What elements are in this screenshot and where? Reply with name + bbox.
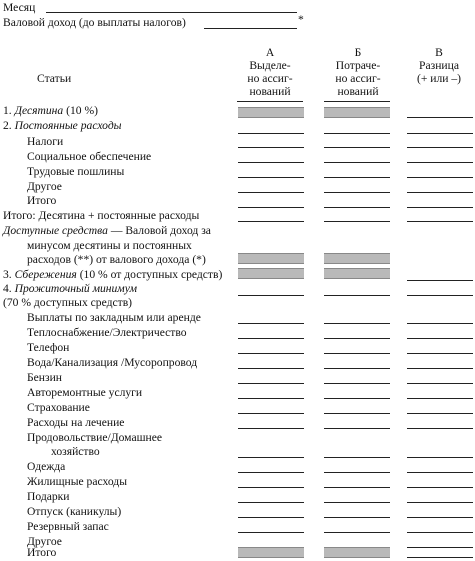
cell-b-taxes[interactable]: [324, 147, 390, 148]
column-a-line2: но ассиг-: [247, 72, 293, 85]
cell-c-medical[interactable]: [407, 428, 473, 429]
cell-c-heating[interactable]: [407, 338, 473, 339]
cell-b-other[interactable]: [324, 192, 390, 193]
cell-b-living[interactable]: [324, 295, 390, 296]
cell-a-union[interactable]: [238, 177, 304, 178]
cell-a-heating[interactable]: [238, 338, 304, 339]
row-living-label: Прожиточный минимум: [14, 282, 137, 295]
cell-a-insurance[interactable]: [238, 413, 304, 414]
row-tithe: [3, 104, 98, 118]
row-savings-label: Сбережения: [14, 268, 77, 281]
cell-a-total[interactable]: [238, 207, 304, 208]
cell-b-water[interactable]: [324, 368, 390, 369]
cell-b-social[interactable]: [324, 162, 390, 163]
cell-a-car[interactable]: [238, 398, 304, 399]
cell-a-living[interactable]: [238, 295, 304, 296]
cell-b-tithe: [324, 107, 390, 118]
row-available-text3: расходов (**) от валового дохода (*): [27, 253, 206, 266]
cell-a-reserve[interactable]: [238, 532, 304, 533]
cell-b-clothing[interactable]: [324, 472, 390, 473]
gross-income-label: Валовой доход (до выплаты налогов): [3, 16, 186, 29]
cell-b-reserve[interactable]: [324, 532, 390, 533]
row-savings-num: 3.: [3, 268, 12, 281]
row-available-text1: — Валовой доход за: [107, 224, 211, 237]
row-taxes: Налоги: [27, 135, 64, 148]
cell-c-total-tf[interactable]: [407, 221, 473, 222]
row-housing: Жилищные расходы: [27, 475, 127, 488]
cell-c-savings[interactable]: [407, 280, 473, 281]
column-b-line2: но ассиг-: [335, 72, 381, 85]
row-water: Вода/Канализация /Мусоропровод: [27, 356, 198, 369]
cell-a-total4: [238, 547, 304, 558]
cell-a-phone[interactable]: [238, 353, 304, 354]
cell-a-medical[interactable]: [238, 428, 304, 429]
row-living-other: Другое: [27, 535, 62, 548]
cell-c-food[interactable]: [407, 457, 473, 458]
row-living-num: 4.: [3, 282, 12, 295]
row-savings-pct: (10 % от доступных средств): [79, 268, 223, 281]
cell-b-gifts[interactable]: [324, 502, 390, 503]
cell-a-savings: [238, 268, 304, 279]
cell-a-gas[interactable]: [238, 383, 304, 384]
column-c-letter: В: [435, 46, 443, 59]
cell-a-taxes[interactable]: [238, 147, 304, 148]
row-fixed-other: Другое: [27, 180, 62, 193]
cell-c-tithe[interactable]: [407, 117, 473, 118]
cell-c-reserve[interactable]: [407, 532, 473, 533]
cell-b-housing[interactable]: [324, 487, 390, 488]
cell-a-housing[interactable]: [238, 487, 304, 488]
cell-c-housing[interactable]: [407, 487, 473, 488]
row-social: Социальное обеспечение: [27, 150, 152, 163]
column-b-line1: Потраче-: [335, 59, 381, 72]
row-mortgage: Выплаты по закладным или аренде: [27, 311, 201, 324]
row-heating: Теплоснабжение/Электричество: [27, 326, 187, 339]
row-fixed-total: Итого: [27, 194, 57, 207]
cell-a-clothing[interactable]: [238, 472, 304, 473]
cell-b-total-tf[interactable]: [324, 221, 390, 222]
row-tithe-label: Десятина: [14, 104, 64, 117]
row-available-text2: минусом десятины и постоянных: [27, 239, 192, 252]
cell-b-total[interactable]: [324, 207, 390, 208]
cell-b-insurance[interactable]: [324, 413, 390, 414]
column-b-header-rule: [324, 101, 390, 102]
month-field[interactable]: [46, 12, 297, 13]
row-vacation: Отпуск (каникулы): [27, 505, 122, 518]
row-medical: Расходы на лечение: [27, 416, 125, 429]
row-insurance: Страхование: [27, 401, 90, 414]
month-label: Месяц: [3, 1, 36, 14]
column-c-header: [404, 46, 474, 85]
cell-b-food[interactable]: [324, 457, 390, 458]
cell-c-other4[interactable]: [407, 547, 473, 548]
cell-c-mortgage[interactable]: [407, 323, 473, 324]
cell-c-total4[interactable]: [407, 557, 473, 558]
cell-b-car[interactable]: [324, 398, 390, 399]
cell-c-social[interactable]: [407, 162, 473, 163]
cell-a-tithe: [238, 107, 304, 118]
cell-c-water[interactable]: [407, 368, 473, 369]
cell-b-available: [324, 253, 390, 264]
row-fixed-expenses: [3, 119, 122, 133]
column-a-header-rule: [237, 101, 303, 102]
gross-income-field[interactable]: [204, 28, 297, 29]
row-tithe-pct: (10 %): [66, 104, 99, 117]
row-food2: хозяйство: [51, 445, 100, 458]
column-b-letter: Б: [354, 46, 362, 59]
cell-a-fixed[interactable]: [238, 133, 304, 134]
row-gas: Бензин: [27, 371, 62, 384]
row-reserve: Резервный запас: [27, 520, 109, 533]
cell-a-social[interactable]: [238, 162, 304, 163]
column-b-line3: нований: [337, 85, 379, 98]
row-food1: Продовольствие/Домашнее: [27, 431, 163, 444]
row-union: Трудовые пошлины: [27, 165, 125, 178]
column-b-header: [322, 46, 394, 98]
cell-a-food[interactable]: [238, 457, 304, 458]
cell-c-total[interactable]: [407, 207, 473, 208]
column-a-header: [235, 46, 305, 98]
row-clothing: Одежда: [27, 460, 66, 473]
cell-a-other[interactable]: [238, 192, 304, 193]
cell-c-car[interactable]: [407, 398, 473, 399]
cell-a-water[interactable]: [238, 368, 304, 369]
row-living-pct: (70 % доступных средств): [3, 296, 133, 309]
row-fixed-label: Постоянные расходы: [14, 119, 122, 132]
row-available-title: Доступные средства: [3, 224, 108, 237]
cell-a-available: [238, 253, 304, 264]
cell-b-gas[interactable]: [324, 383, 390, 384]
row-total-tithe-fixed: Итого: Десятина + постоянные расходы: [3, 209, 200, 222]
cell-b-union[interactable]: [324, 177, 390, 178]
row-savings: [3, 268, 222, 282]
cell-c-union[interactable]: [407, 177, 473, 178]
cell-b-total4: [324, 547, 390, 558]
cell-c-living[interactable]: [407, 295, 473, 296]
cell-a-mortgage[interactable]: [238, 323, 304, 324]
column-a-letter: А: [265, 46, 275, 59]
cell-c-taxes[interactable]: [407, 147, 473, 148]
cell-b-savings: [324, 268, 390, 279]
row-fixed-num: 2.: [3, 119, 12, 132]
row-phone: Телефон: [27, 341, 70, 354]
row-living: [3, 282, 137, 296]
cell-c-fixed[interactable]: [407, 133, 473, 134]
row-available: [3, 224, 211, 238]
cell-b-heating[interactable]: [324, 338, 390, 339]
cell-a-total-tf[interactable]: [238, 221, 304, 222]
column-c-line2: (+ или –): [416, 72, 462, 85]
column-a-line3: нований: [249, 85, 291, 98]
cell-b-vacation[interactable]: [324, 517, 390, 518]
cell-b-mortgage[interactable]: [324, 323, 390, 324]
cell-c-phone[interactable]: [407, 353, 473, 354]
cell-b-medical[interactable]: [324, 428, 390, 429]
cell-a-vacation[interactable]: [238, 517, 304, 518]
cell-c-gas[interactable]: [407, 383, 473, 384]
row-gifts: Подарки: [27, 490, 70, 503]
cell-b-fixed[interactable]: [324, 133, 390, 134]
row-tithe-num: 1.: [3, 104, 12, 117]
cell-c-clothing[interactable]: [407, 472, 473, 473]
row-car: Авторемонтные услуги: [27, 386, 143, 399]
column-c-line1: Разница: [419, 59, 459, 72]
column-a-line1: Выделе-: [249, 59, 291, 72]
row-living-total: Итого: [27, 546, 57, 559]
cell-c-insurance[interactable]: [407, 413, 473, 414]
cell-c-gifts[interactable]: [407, 502, 473, 503]
cell-c-other[interactable]: [407, 192, 473, 193]
cell-c-vacation[interactable]: [407, 517, 473, 518]
cell-b-phone[interactable]: [324, 353, 390, 354]
cell-a-gifts[interactable]: [238, 502, 304, 503]
items-column-header: Статьи: [37, 72, 72, 85]
gross-income-marker: *: [298, 13, 304, 26]
